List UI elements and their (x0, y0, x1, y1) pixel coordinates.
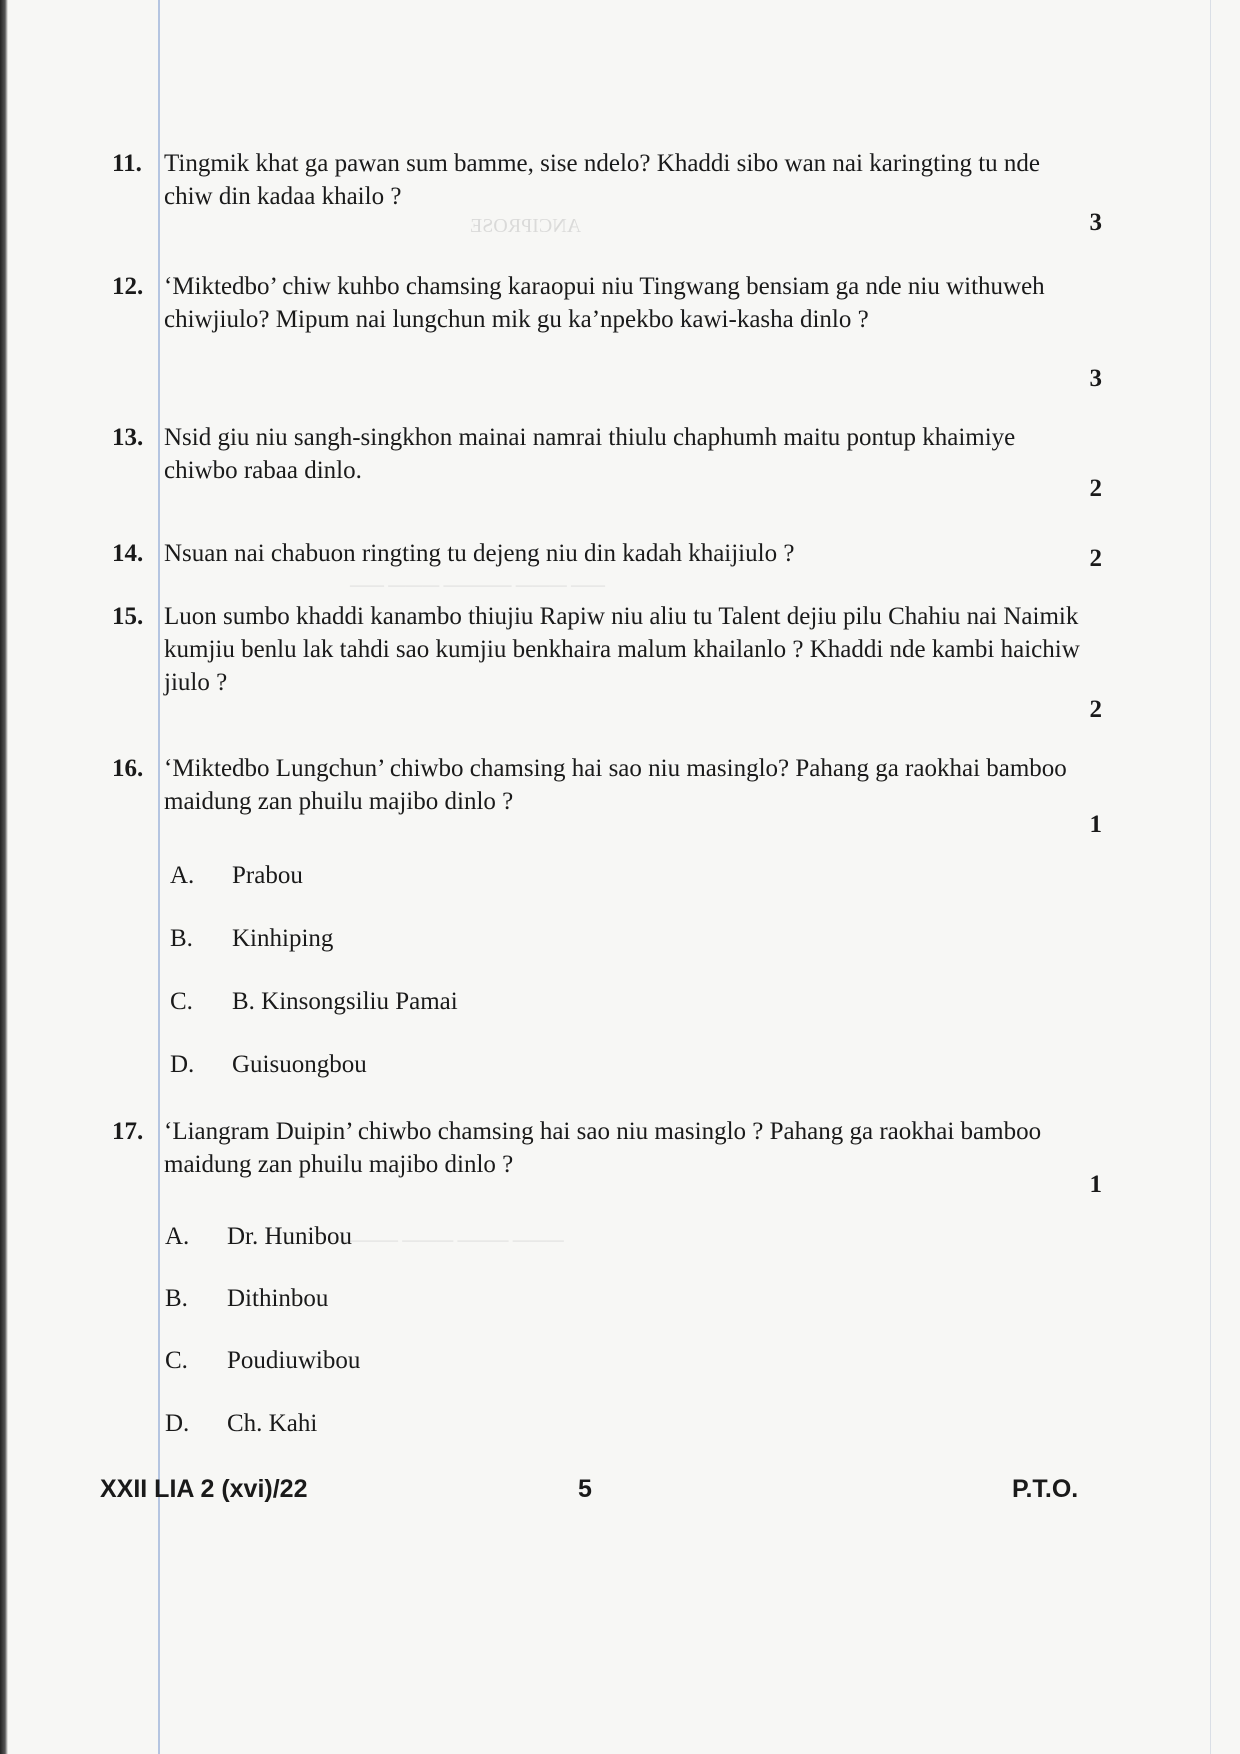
paper-code: XXII LIA 2 (xvi)/22 (100, 1475, 308, 1503)
bleed-through: —— ——— ———— ——— —— (350, 575, 605, 594)
question-number: 12. (112, 273, 144, 300)
question-number: 13. (112, 424, 144, 451)
marks: 2 (1089, 696, 1102, 723)
marks: 2 (1089, 475, 1102, 502)
question-number: 15. (112, 603, 144, 630)
question-number: 14. (112, 540, 144, 567)
question-number: 16. (112, 755, 144, 782)
option-16d: D. Guisuongbou (170, 1051, 367, 1078)
question-text: ‘Miktedbo Lungchun’ chiwbo chamsing hai sao niu masinglo? Pahang ga raokhai bamboo maidung zan phuilu majibo dinlo ? (164, 755, 1067, 815)
question-17 (112, 1115, 1102, 1198)
bleed-through: ——— ——— ——— ———— (330, 1230, 564, 1249)
question-text: Nsid giu niu sangh-singkhon mainai namrai thiulu chaphumh maitu pontup khaimiye chiwbo rabaa dinlo. (164, 424, 1016, 484)
option-17a: A. Dr. Hunibou (165, 1223, 352, 1250)
bleed-through: ANCIPROSE (470, 215, 582, 237)
option-16b: B. Kinhiping (170, 925, 334, 952)
question-text: Nsuan nai chabuon ringting tu dejeng niu din kadah khaijiulo ? (164, 540, 795, 567)
right-margin-line (1210, 0, 1211, 1754)
question-number: 11. (112, 150, 142, 177)
option-17c: C. Poudiuwibou (165, 1347, 361, 1374)
page-number: 5 (578, 1475, 592, 1503)
question-14 (112, 537, 1102, 577)
question-text: Tingmik khat ga pawan sum bamme, sise ndelo? Khaddi sibo wan nai karingting tu nde chiw din kadaa khailo ? (164, 150, 1041, 210)
question-text: Luon sumbo khaddi kanambo thiujiu Rapiw niu aliu tu Talent dejiu pilu Chahiu nai Naimik kumjiu benlu lak tahdi sao kumjiu benkhaira malum khailanlo ? Khaddi nde kambi haichiw jiulo ? (164, 603, 1080, 696)
option-16a: A. Prabou (170, 862, 303, 889)
question-13 (112, 421, 1102, 501)
marks: 3 (1089, 209, 1102, 236)
question-12 (112, 270, 1102, 392)
pto-label: P.T.O. (1012, 1475, 1079, 1503)
question-11 (112, 147, 1102, 236)
question-15 (112, 600, 1102, 723)
marks: 1 (1089, 1171, 1102, 1198)
question-number: 17. (112, 1118, 144, 1145)
scan-edge-shadow (0, 0, 8, 1754)
marks: 3 (1089, 365, 1102, 392)
option-16c: C. B. Kinsongsiliu Pamai (170, 988, 458, 1015)
option-17b: B. Dithinbou (165, 1285, 329, 1312)
option-17d: D. Ch. Kahi (165, 1410, 318, 1437)
marks: 2 (1089, 545, 1102, 572)
question-text: ‘Miktedbo’ chiw kuhbo chamsing karaopui niu Tingwang bensiam ga nde niu withuweh chiwjiulo? Mipum nai lungchun mik gu ka’npekbo kawi-kasha dinlo ? (164, 273, 1045, 333)
question-16 (112, 752, 1102, 838)
question-text: ‘Liangram Duipin’ chiwbo chamsing hai sao niu masinglo ? Pahang ga raokhai bamboo maidung zan phuilu majibo dinlo ? (164, 1118, 1042, 1178)
marks: 1 (1089, 811, 1102, 838)
